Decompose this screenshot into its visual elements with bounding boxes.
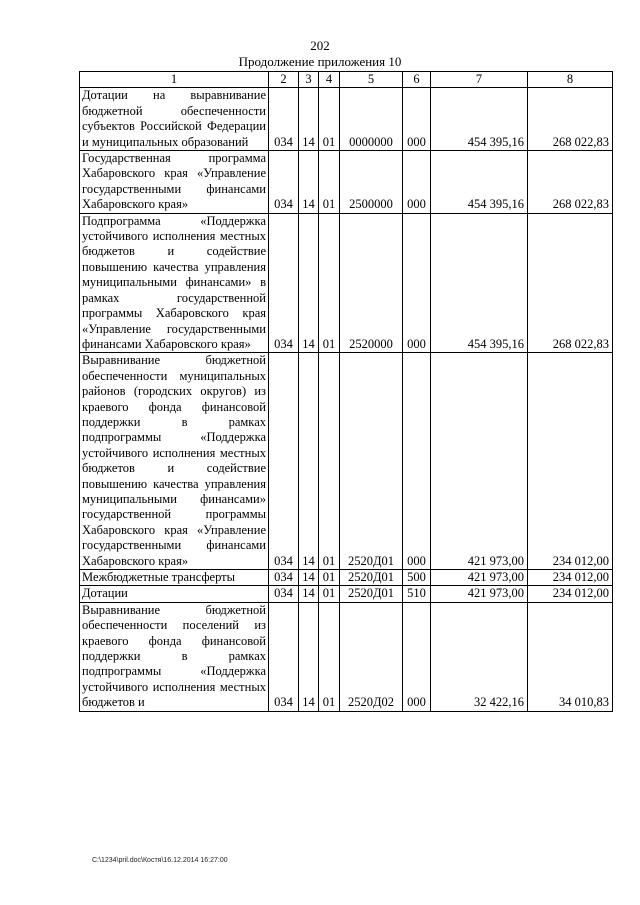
cell-expense-type: 000 [403,213,431,353]
cell-section: 14 [299,353,319,570]
table-row [80,602,613,711]
cell-section: 14 [299,151,319,214]
cell-amount-1: 421 973,00 [431,353,528,570]
cell-amount-2: 34 010,83 [528,602,613,711]
cell-expense-type: 510 [403,586,431,602]
cell-amount-1: 32 422,16 [431,602,528,711]
cell-target-article: 0000000 [340,88,403,151]
cell-subsection: 01 [319,213,340,353]
cell-section: 14 [299,88,319,151]
cell-ministry-code: 034 [269,88,299,151]
cell-subsection: 01 [319,586,340,602]
cell-amount-1: 421 973,00 [431,570,528,586]
cell-amount-2: 268 022,83 [528,213,613,353]
cell-amount-2: 234 012,00 [528,586,613,602]
column-header: 8 [528,72,613,88]
cell-amount-2: 268 022,83 [528,151,613,214]
cell-expense-type: 000 [403,602,431,711]
cell-expense-type: 000 [403,151,431,214]
cell-section: 14 [299,586,319,602]
row-name: Выравнивание бюджетной обеспеченности поселений из краевого фонда финансовой поддержки в рамках подпрограммы «Поддержка устойчивого исполнения местных бюджетов и [80,602,269,711]
cell-ministry-code: 034 [269,213,299,353]
cell-section: 14 [299,570,319,586]
row-name: Межбюджетные трансферты [80,570,269,586]
cell-section: 14 [299,213,319,353]
table-row [80,213,613,353]
cell-ministry-code: 034 [269,586,299,602]
table-row [80,570,613,586]
cell-expense-type: 500 [403,570,431,586]
column-header: 1 [80,72,269,88]
cell-ministry-code: 034 [269,151,299,214]
budget-table [79,71,613,712]
cell-subsection: 01 [319,151,340,214]
cell-ministry-code: 034 [269,570,299,586]
file-path-footer: C:\1234\pril.doc\Костя\16.12.2014 16:27:00 [92,857,228,864]
cell-expense-type: 000 [403,88,431,151]
cell-target-article: 2520000 [340,213,403,353]
table-row [80,353,613,570]
table-row [80,586,613,602]
cell-target-article: 2520Д01 [340,586,403,602]
row-name: Дотации на выравнивание бюджетной обеспеченности субъектов Российской Федерации и муниципальных образований [80,88,269,151]
cell-subsection: 01 [319,602,340,711]
table-row [80,88,613,151]
table-row [80,151,613,214]
cell-amount-2: 268 022,83 [528,88,613,151]
continuation-title: Продолжение приложения 10 [238,54,402,69]
column-header: 7 [431,72,528,88]
column-header: 6 [403,72,431,88]
cell-section: 14 [299,602,319,711]
page-number: 202 [310,38,330,53]
row-name: Выравнивание бюджетной обеспеченности муниципальных районов (городских округов) из краевого фонда финансовой поддержки в рамках подпрограммы «Поддержка устойчивого исполнения местных бюджетов и содействие повышению качества управления муниципальными финансами» государственной программы Хабаровского края «Управление государственными финансами Хабаровского края» [80,353,269,570]
cell-target-article: 2520Д01 [340,353,403,570]
cell-amount-1: 454 395,16 [431,88,528,151]
cell-ministry-code: 034 [269,602,299,711]
column-header: 3 [299,72,319,88]
cell-subsection: 01 [319,570,340,586]
row-name: Государственная программа Хабаровского края «Управление государственными финансами Хабаровского края» [80,151,269,214]
cell-amount-2: 234 012,00 [528,353,613,570]
cell-target-article: 2520Д01 [340,570,403,586]
cell-target-article: 2520Д02 [340,602,403,711]
column-header: 2 [269,72,299,88]
cell-ministry-code: 034 [269,353,299,570]
row-name: Подпрограмма «Поддержка устойчивого исполнения местных бюджетов и содействие повышению качества управления муниципальными финансами» в рамках государственной программы Хабаровского края «Управление государственными финансами Хабаровского края» [80,213,269,353]
row-name: Дотации [80,586,269,602]
cell-expense-type: 000 [403,353,431,570]
cell-amount-1: 454 395,16 [431,151,528,214]
cell-target-article: 2500000 [340,151,403,214]
cell-amount-1: 454 395,16 [431,213,528,353]
column-header: 4 [319,72,340,88]
cell-subsection: 01 [319,88,340,151]
column-header: 5 [340,72,403,88]
cell-amount-1: 421 973,00 [431,586,528,602]
column-number-row [80,72,613,88]
cell-amount-2: 234 012,00 [528,570,613,586]
cell-subsection: 01 [319,353,340,570]
